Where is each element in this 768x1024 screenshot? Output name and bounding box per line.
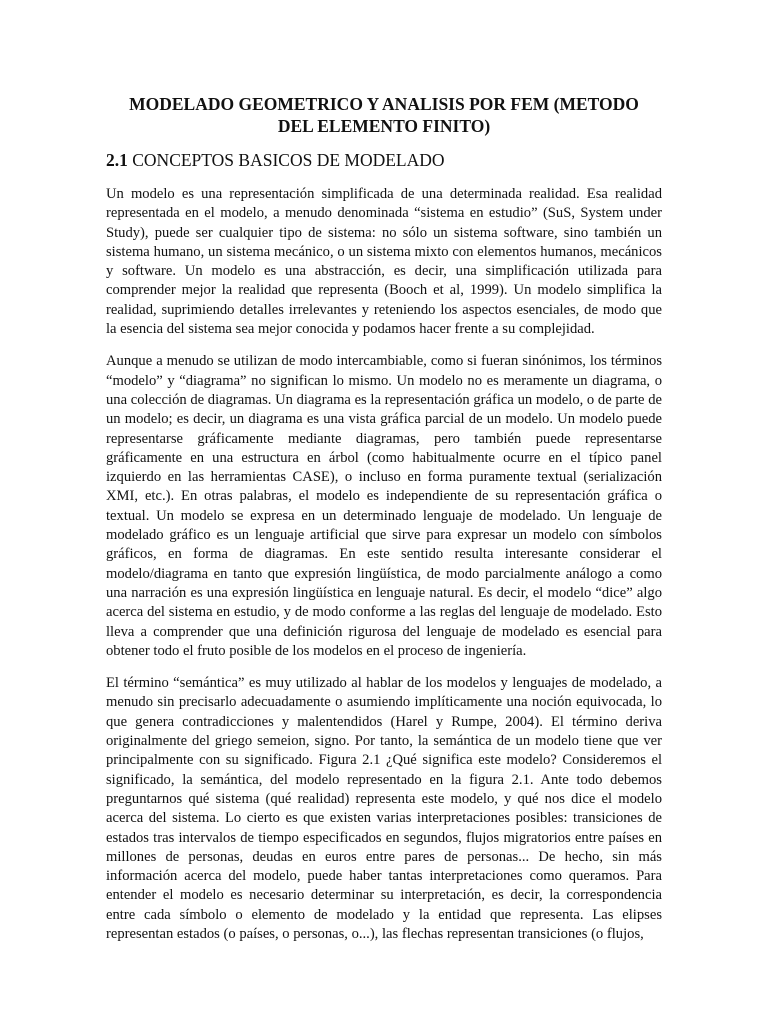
title-line-2: DEL ELEMENTO FINITO) <box>277 116 491 136</box>
document-title <box>106 0 662 137</box>
paragraph-1: Un modelo es una representación simplificada de una determinada realidad. Esa realidad representada en el modelo, a menudo denominada “sistema en estudio” (SuS, System under Study), puede ser cualquier tipo de sistema: no sólo un sistema software, sino también un sistema humano, un sistema mecánico, o un sistema mixto con elementos humanos, mecánicos y software. Un modelo es una abstracción, es decir, una simplificación utilizada para comprender mejor la realidad que representa (Booch et al, 1999). Un modelo simplifica la realidad, suprimiendo detalles irrelevantes y reteniendo los aspectos esenciales, de modo que la esencia del sistema sea mejor conocida y podamos hacer frente a su complejidad. <box>106 186 662 338</box>
paragraph-3: El término “semántica” es muy utilizado al hablar de los modelos y lenguajes de modelado, a menudo sin precisarlo adecuadamente o asumiendo implíticamente una noción equivocada, lo que genera contradicciones y malentendidos (Harel y Rumpe, 2004). El término deriva originalmente del griego semeion, signo. Por tanto, la semántica de un modelo tiene que ver principalmente con su significado. Figura 2.1 ¿Qué significa este modelo? Consideremos el significado, la semántica, del modelo representado en la figura 2.1. Ante todo debemos preguntarnos qué sistema (qué realidad) representa este modelo, y qué nos dice el modelo acerca del sistema. Lo cierto es que existen varias interpretaciones posibles: transiciones de estados tras intervalos de tiempo especificados en segundos, flujos migratorios entre países en millones de personas, deudas en euros entre pares de personas... De hecho, sin más información acerca del modelo, puede haber tantas interpretaciones como queramos. Para entender el modelo es necesario determinar su interpretación, es decir, la correspondencia entre cada símbolo o elemento de modelado y la entidad que representa. Las elipses representan estados (o países, o personas, o...), las flechas representan transiciones (o flujos, <box>106 675 662 942</box>
section-title: CONCEPTOS BASICOS DE MODELADO <box>127 150 445 170</box>
section-number: 2.1 <box>106 150 128 170</box>
section-heading <box>106 149 662 171</box>
paragraph-2: Aunque a menudo se utilizan de modo intercambiable, como si fueran sinónimos, los términos “modelo” y “diagrama” no significan lo mismo. Un modelo no es meramente un diagrama, o una colección de diagramas. Un diagrama es la representación gráfica un modelo, o de parte de un modelo; es decir, un diagrama es una vista gráfica parcial de un modelo. Un modelo puede representarse gráficamente mediante diagramas, pero también puede representarse gráficamente en una estructura en árbol (como habitualmente ocurre en el típico panel izquierdo en las herramientas CASE), o incluso en forma puramente textual (serialización XMI, etc.). En otras palabras, el modelo es independiente de su representación gráfica o textual. Un modelo se expresa en un determinado lenguaje de modelado. Un lenguaje de modelado gráfico es un lenguaje artificial que sirve para expresar un modelo con símbolos gráficos, en forma de diagramas. En este sentido resulta interesante considerar el modelo/diagrama en tanto que expresión lingüística, de modo parcialmente análogo a como una narración es una expresión lingüística en lenguaje natural. Es decir, el modelo “dice” algo acerca del sistema en estudio, y de modo conforme a las reglas del lenguaje de modelado. Esto lleva a comprender que una definición rigurosa del lenguaje de modelado es esencial para obtener todo el fruto posible de los modelos en el proceso de ingeniería. <box>106 353 662 659</box>
title-line-1: MODELADO GEOMETRICO Y ANALISIS POR FEM (METODO <box>129 94 639 114</box>
